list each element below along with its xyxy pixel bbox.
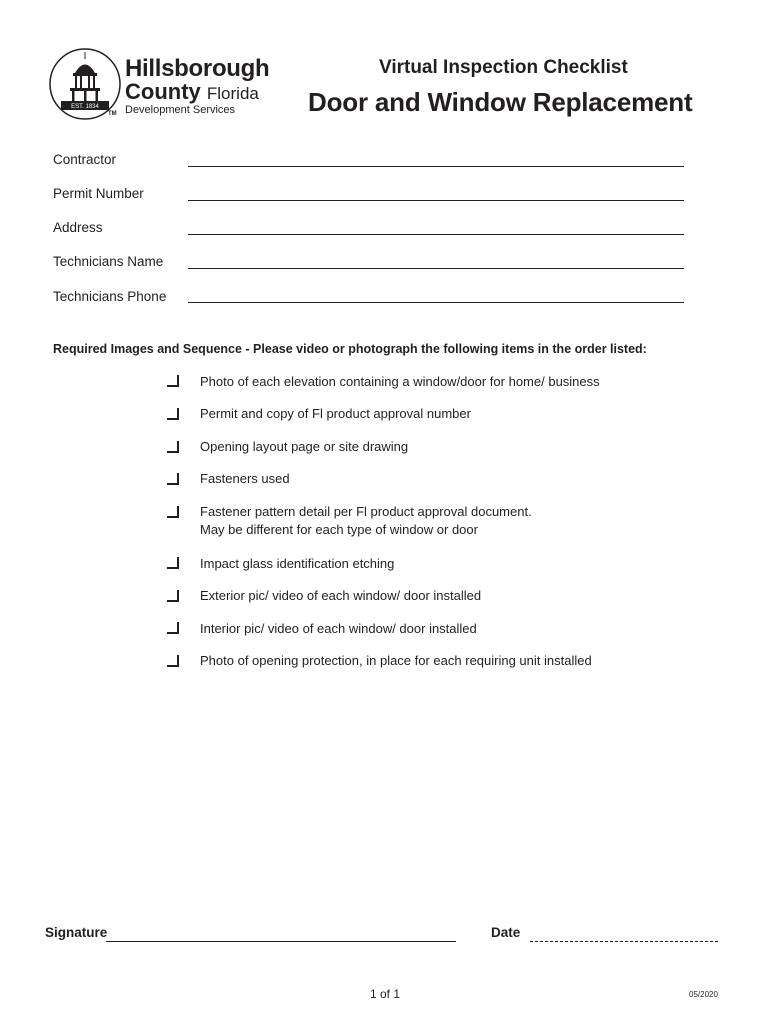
checklist-checkbox[interactable] xyxy=(167,506,179,518)
checklist-item-interior: Interior pic/ video of each window/ door installed xyxy=(200,621,477,636)
checklist-item-exterior: Exterior pic/ video of each window/ door installed xyxy=(200,588,482,603)
checklist-checkbox[interactable] xyxy=(167,622,179,634)
technicians-name-field[interactable] xyxy=(188,268,684,269)
logo-hillsborough-text: Hillsborough xyxy=(125,55,270,82)
date-label: Date xyxy=(491,925,521,940)
checklist-item-permit-copy: Permit and copy of Fl product approval number xyxy=(200,406,471,421)
checklist-checkbox[interactable] xyxy=(167,375,179,387)
address-field[interactable] xyxy=(188,234,684,235)
contractor-field[interactable] xyxy=(188,166,684,167)
checklist-item-fasteners: Fasteners used xyxy=(200,471,290,486)
page-number: 1 of 1 xyxy=(370,987,401,1001)
logo-trademark: TM xyxy=(108,111,117,117)
checklist-item-elevation-photo: Photo of each elevation containing a window/door for home/ business xyxy=(200,374,600,389)
signature-label: Signature xyxy=(45,925,108,940)
checklist-checkbox[interactable] xyxy=(167,590,179,602)
checklist-checkbox[interactable] xyxy=(167,441,179,453)
checklist-item-impact-glass: Impact glass identification etching xyxy=(200,556,395,571)
permit-number-label: Permit Number xyxy=(53,186,144,201)
logo-county-text: County xyxy=(125,79,201,104)
logo-florida-text: Florida xyxy=(206,84,259,103)
technicians-name-label: Technicians Name xyxy=(53,254,164,269)
contractor-label: Contractor xyxy=(53,152,117,167)
technicians-phone-label: Technicians Phone xyxy=(53,289,167,304)
checklist-checkbox[interactable] xyxy=(167,473,179,485)
seal-established-text: EST. 1834 xyxy=(71,104,99,110)
logo-development-services-text: Development Services xyxy=(125,104,236,116)
address-label: Address xyxy=(53,220,103,235)
required-images-heading: Required Images and Sequence - Please video or photograph the following items in the order listed: xyxy=(53,342,647,356)
form-title: Door and Window Replacement xyxy=(308,87,693,117)
checklist-item-opening-protection: Photo of opening protection, in place for each requiring unit installed xyxy=(200,653,592,668)
form-subtitle: Virtual Inspection Checklist xyxy=(379,57,628,78)
checklist-item-fastener-pattern: Fastener pattern detail per Fl product approval document. May be different for each type of window or door xyxy=(200,504,532,537)
date-field[interactable] xyxy=(530,941,718,942)
technicians-phone-field[interactable] xyxy=(188,302,684,303)
checklist-checkbox[interactable] xyxy=(167,408,179,420)
revision-date: 05/2020 xyxy=(689,990,718,999)
checklist-checkbox[interactable] xyxy=(167,655,179,667)
permit-number-field[interactable] xyxy=(188,200,684,201)
checklist-checkbox[interactable] xyxy=(167,557,179,569)
signature-field[interactable] xyxy=(106,941,456,942)
checklist-item-opening-layout: Opening layout page or site drawing xyxy=(200,439,409,454)
